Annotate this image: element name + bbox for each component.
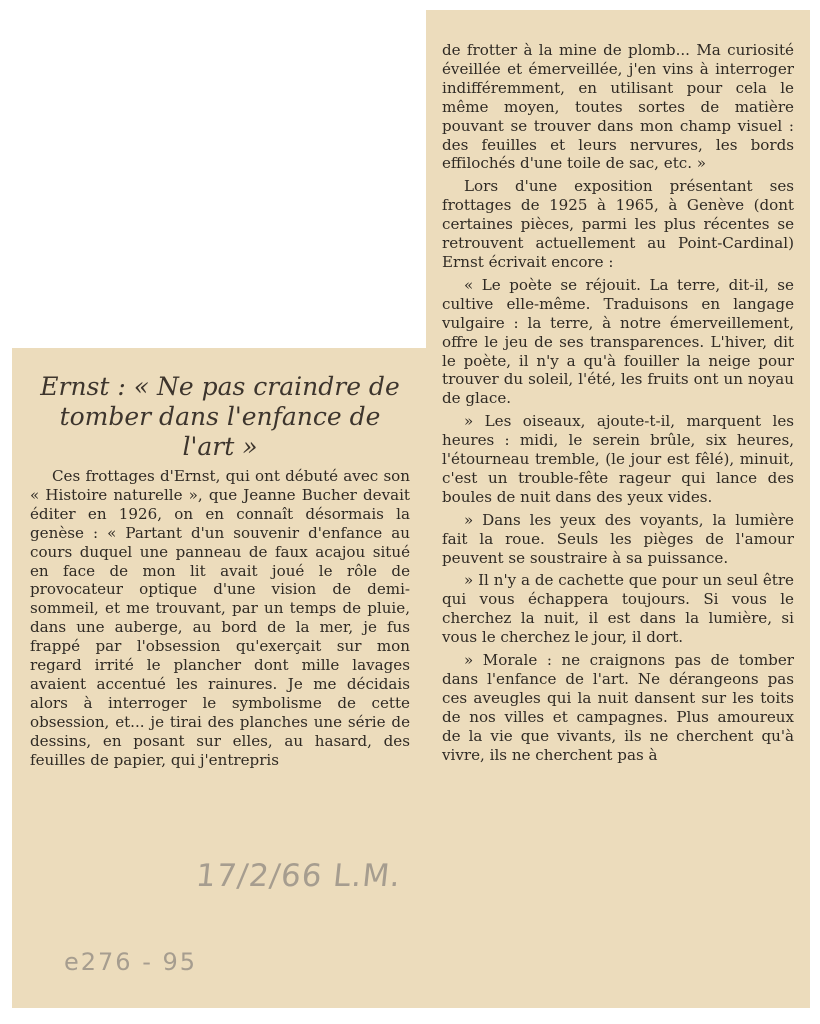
article-paragraph: » Il n'y a de cachette que pour un seul être qui vous échappera toujours. Si vous le cherchez la nuit, il est dans la lumière, si vous le cherchez le jour, il dort. — [442, 571, 794, 647]
article-paragraph: de frotter à la mine de plomb... Ma curiosité éveillée et émerveillée, j'en vins à interroger indifféremment, en utilisant pour cela le même moyen, toutes sortes de matière pouvant se trouver dans mon champ visuel : des feuilles et leurs nervures, les bords effilochés d'une toile de sac, etc. » — [442, 41, 794, 173]
article-right-column — [442, 41, 794, 765]
article-headline: Ernst : « Ne pas craindre de tomber dans l'enfance de l'art » — [40, 372, 400, 461]
article-left-column — [30, 467, 410, 770]
article-paragraph: Ces frottages d'Ernst, qui ont débuté avec son « Histoire naturelle », que Jeanne Bucher devait éditer en 1926, on en connaît désormais la genèse : « Partant d'un souvenir d'enfance au cours duquel une panneau de faux acajou situé en face de mon lit avait joué le rôle de provocateur optique d'une vision de demi-sommeil, et me trouvant, par un temps de pluie, dans une auberge, au bord de la mer, je fus frappé par l'obsession qu'exerçait sur mon regard irrité le plancher dont mille lavages avaient accentué les rainures. Je me décidais alors à interroger le symbolisme de cette obsession, et... je tirai des planches une série de dessins, en posant sur elles, au hasard, des feuilles de papier, qui j'entrepris — [30, 467, 410, 769]
handwritten-date: 17/2/66 L.M. — [194, 858, 403, 894]
article-paragraph: » Dans les yeux des voyants, la lumière fait la roue. Seuls les pièges de l'amour peuvent se soustraire à sa puissance. — [442, 510, 794, 567]
article-paragraph: » Morale : ne craignons pas de tomber dans l'enfance de l'art. Ne dérangeons pas ces aveugles qui la nuit dansent sur les toits de nos villes et campagnes. Plus amoureux de la vie que vivants, ils ne cherchent qu'à vivre, ils ne cherchent pas à — [442, 651, 794, 764]
article-paragraph: » Les oiseaux, ajoute-t-il, marquent les heures : midi, le serein brûle, six heures, l'étourneau tremble, (le jour est fêlé), minuit, c'est un trouble-fête rageur qui lance des boules de nuit dans des yeux vides. — [442, 412, 794, 506]
handwritten-archive-code: e276 - 95 — [64, 948, 198, 976]
article-paragraph: Lors d'une exposition présentant ses frottages de 1925 à 1965, à Genève (dont certaines pièces, parmi les plus récentes se retrouvent actuellement au Point-Cardinal) Ernst écrivait encore : — [442, 177, 794, 271]
article-paragraph: « Le poète se réjouit. La terre, dit-il, se cultive elle-même. Traduisons en langage vulgaire : la terre, à notre émerveillement, offre le jeu de ses transparences. L'hiver, dit le poète, il n'y a qu'à fouiller la neige pour trouver du soleil, l'été, les fruits ont un noyau de glace. — [442, 275, 794, 408]
